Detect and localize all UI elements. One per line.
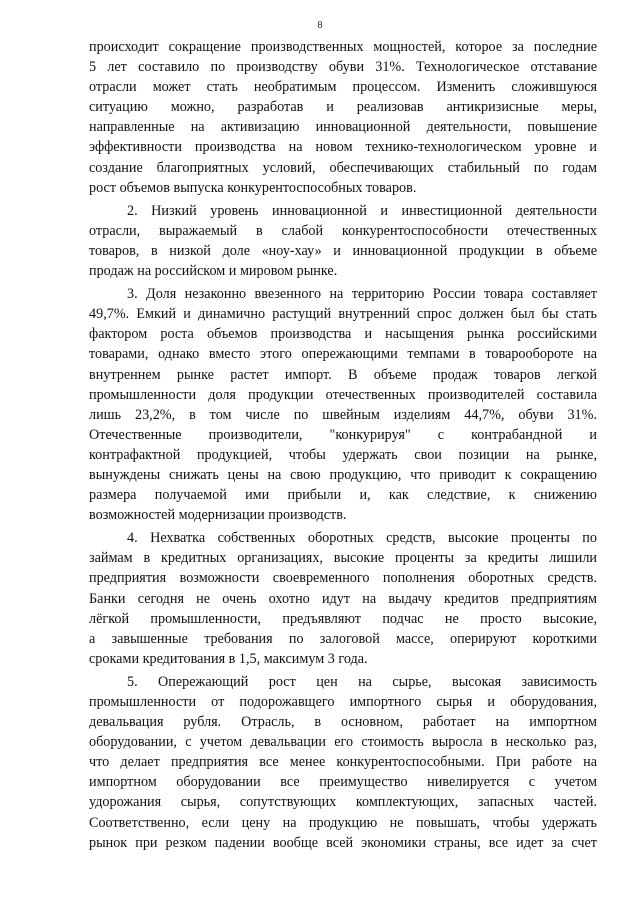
text-line: 5. Опережающий рост цен на сырье, высокая зависимость [127,673,597,690]
text-line: товарами, однако вместо этого опережающими темпами в товарообороте на [89,346,597,363]
text-line: возможностей модернизации производств. [89,507,347,524]
text-line: продаж на российском и мировом рынке. [89,263,338,280]
text-line: удорожания сырья, сопутствующих комплектующих, запасных частей. [89,794,597,811]
text-line: что делает предприятия все менее конкурентоспособными. При работе на [89,754,597,771]
text-line: создание благоприятных условий, обеспечивающих стабильный по годам [89,159,597,176]
text-line: рост объемов выпуска конкурентоспособных товаров. [89,179,417,196]
text-line: эффективности производства на новом технико-технологическом уровне и [89,139,597,156]
text-line: оборудовании, с учетом девальвации его стоимость выросла в несколько раз, [89,734,597,751]
text-line: 2. Низкий уровень инновационной и инвестиционной деятельности [127,202,597,219]
text-line: контрафактной продукцией, чтобы удержать свои позиции на рынке, [89,446,597,463]
text-line: рынок при резком падении вообще всей экономики страны, все идет за счет [89,834,597,851]
paragraph [89,672,597,853]
text-line: направленные на активизацию инновационной деятельности, повышение [89,119,597,136]
text-line: девальвация рубля. Отрасль, в основном, работает на импортном [89,714,597,731]
text-line: отрасли может стать необратимым процессом. Изменить сложившуюся [89,79,597,96]
text-line: 3. Доля незаконно ввезенного на территорию России товара составляет [127,286,597,303]
text-line: 5 лет составило по производству обуви 31%. Технологическое отставание [89,59,597,76]
text-line: а завышенные требования по залоговой массе, оперируют короткими [89,630,597,647]
text-line: происходит сокращение производственных мощностей, которое за последние [89,39,597,55]
text-line: промышленности доля продукции отечественных производителей составила [89,386,597,403]
text-line: Банки сегодня не очень охотно идут на выдачу кредитов предприятиям [89,590,597,607]
text-line: внутреннем рынке растет импорт. В объеме продаж товаров легкой [89,366,597,383]
text-line: промышленности от подорожавщего импортного сырья и оборудования, [89,694,597,710]
text-line: Соответственно, если цену на продукцию не повышать, чтобы удержать [89,814,597,831]
page-number: 8 [317,20,323,31]
text-line: займам в кредитных организациях, высокие проценты за кредиты лишили [89,550,597,567]
paragraph [89,284,597,525]
text-line: лишь 23,2%, в том числе по швейным изделиям 44,7%, обуви 31%. [89,406,597,423]
paragraph [89,201,597,281]
text-line: фактором роста объемов производства и насыщения рынка российскими [89,326,597,343]
paragraph [89,528,597,669]
text-line: предприятия возможности своевременного пополнения оборотных средств. [89,570,597,587]
text-line: ситуацию можно, разработав и реализовав антикризисные меры, [89,99,597,116]
text-line: лёгкой промышленности, предъявляют подчас не просто высокие, [89,610,597,627]
text-line: сроками кредитования в 1,5, максимум 3 года. [89,650,368,667]
text-line: товаров, в низкой доле «ноу-хау» и инновационной продукции в объеме [89,242,597,259]
text-line: импортном оборудовании все преимущество нивелируется с учетом [89,774,597,791]
text-line: 49,7%. Емкий и динамично растущий внутренний спрос должен был бы стать [89,306,597,323]
text-line: размера получаемой ими прибыли и, как следствие, к снижению [89,487,597,504]
text-line: 4. Нехватка собственных оборотных средств, высокие проценты по [127,530,597,547]
text-line: Отечественные производители, "конкурируя" с контрабандной и [89,426,597,443]
text-line: вынуждены снижать цены на свою продукцию, что приводит к сокращению [89,466,597,483]
paragraph [89,37,597,198]
text-line: отрасли, выражаемый в слабой конкурентоспособности отечественных [89,222,597,239]
body-text [89,37,597,853]
